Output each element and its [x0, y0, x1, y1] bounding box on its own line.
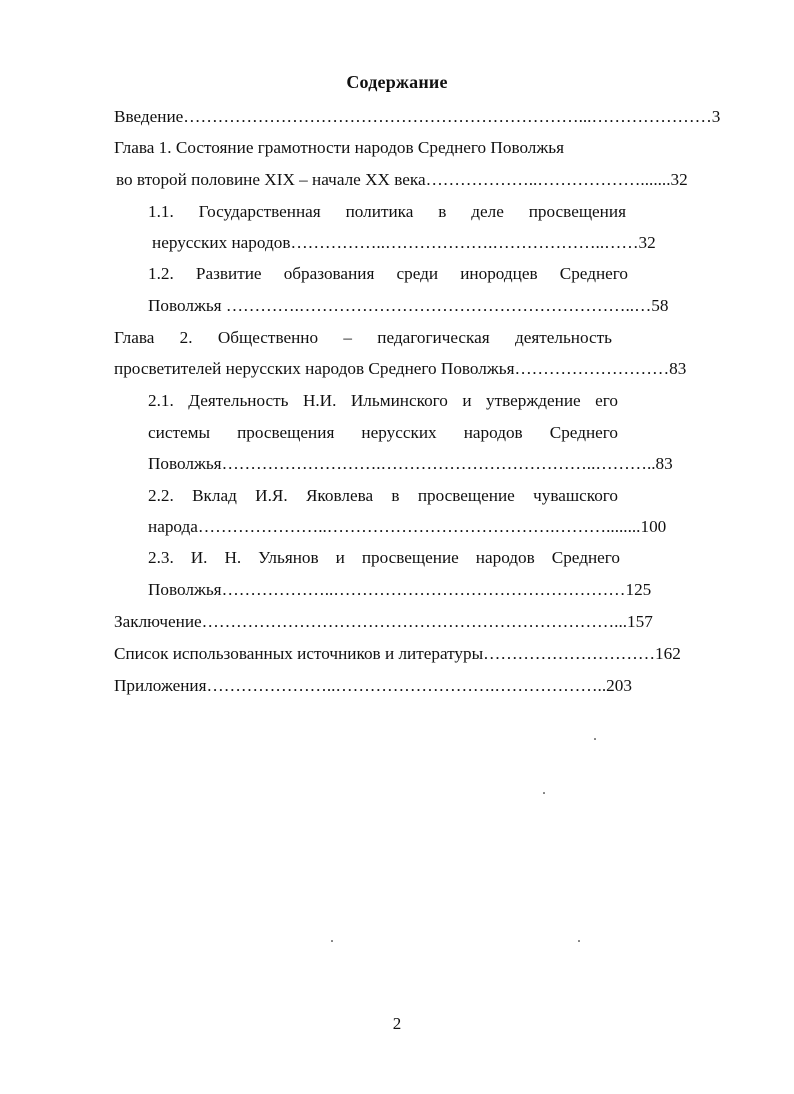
toc-entry-section-2-1-line-3: Поволжья……………………….………………………………..………..83: [148, 454, 673, 473]
toc-entry-chapter-1-line-2: во второй половине XIX – начале XX века………………..……………….......32: [116, 170, 688, 189]
toc-entry-sources: Список использованных источников и литературы…………………………162: [114, 644, 681, 663]
toc-entry-section-2-3-line-2: Поволжья………………..……………………………………………125: [148, 580, 652, 599]
page-number: 2: [392, 1014, 402, 1033]
toc-entry-section-2-2-line-2: народа…………………..………………………………….………........100: [148, 517, 667, 536]
toc-entry-chapter-2-line-1: Глава 2. Общественно – педагогическая деятельность: [114, 328, 612, 347]
scan-speck: [543, 792, 545, 794]
toc-entry-section-2-1-line-1: 2.1. Деятельность Н.И. Ильминского и утверждение его: [148, 391, 618, 410]
toc-entry-section-2-1-line-2: системы просвещения нерусских народов Среднего: [148, 423, 618, 442]
scan-speck: [331, 940, 333, 942]
toc-entry-section-1-1-line-1: 1.1. Государственная политика в деле просвещения: [148, 202, 626, 221]
toc-entry-introduction: Введение……………………………………………………………...…………………3: [114, 107, 721, 126]
toc-entry-conclusion: Заключение………………………………………………………………...157: [114, 612, 653, 631]
toc-entry-section-1-1-line-2: нерусских народов……………..……………….………………..……32: [152, 233, 656, 252]
toc-heading: Содержание: [346, 72, 448, 92]
toc-entry-section-2-2-line-1: 2.2. Вклад И.Я. Яковлева в просвещение чувашского: [148, 486, 618, 505]
toc-entry-chapter-2-line-2: просветителей нерусских народов Среднего Поволжья………………………83: [114, 359, 687, 378]
scan-speck: [594, 738, 596, 740]
toc-entry-section-2-3-line-1: 2.3. И. Н. Ульянов и просвещение народов Среднего: [148, 548, 620, 567]
scan-speck: [578, 940, 580, 942]
toc-entry-chapter-1-line-1: Глава 1. Состояние грамотности народов Среднего Поволжья: [114, 138, 565, 157]
toc-entry-section-1-2-line-2: Поволжья ………….…………………………………………………..…58: [148, 296, 669, 315]
toc-entry-appendix: Приложения…………………..……………………….………………..203: [114, 676, 632, 695]
toc-entry-section-1-2-line-1: 1.2. Развитие образования среди инородцев Среднего: [148, 264, 628, 283]
